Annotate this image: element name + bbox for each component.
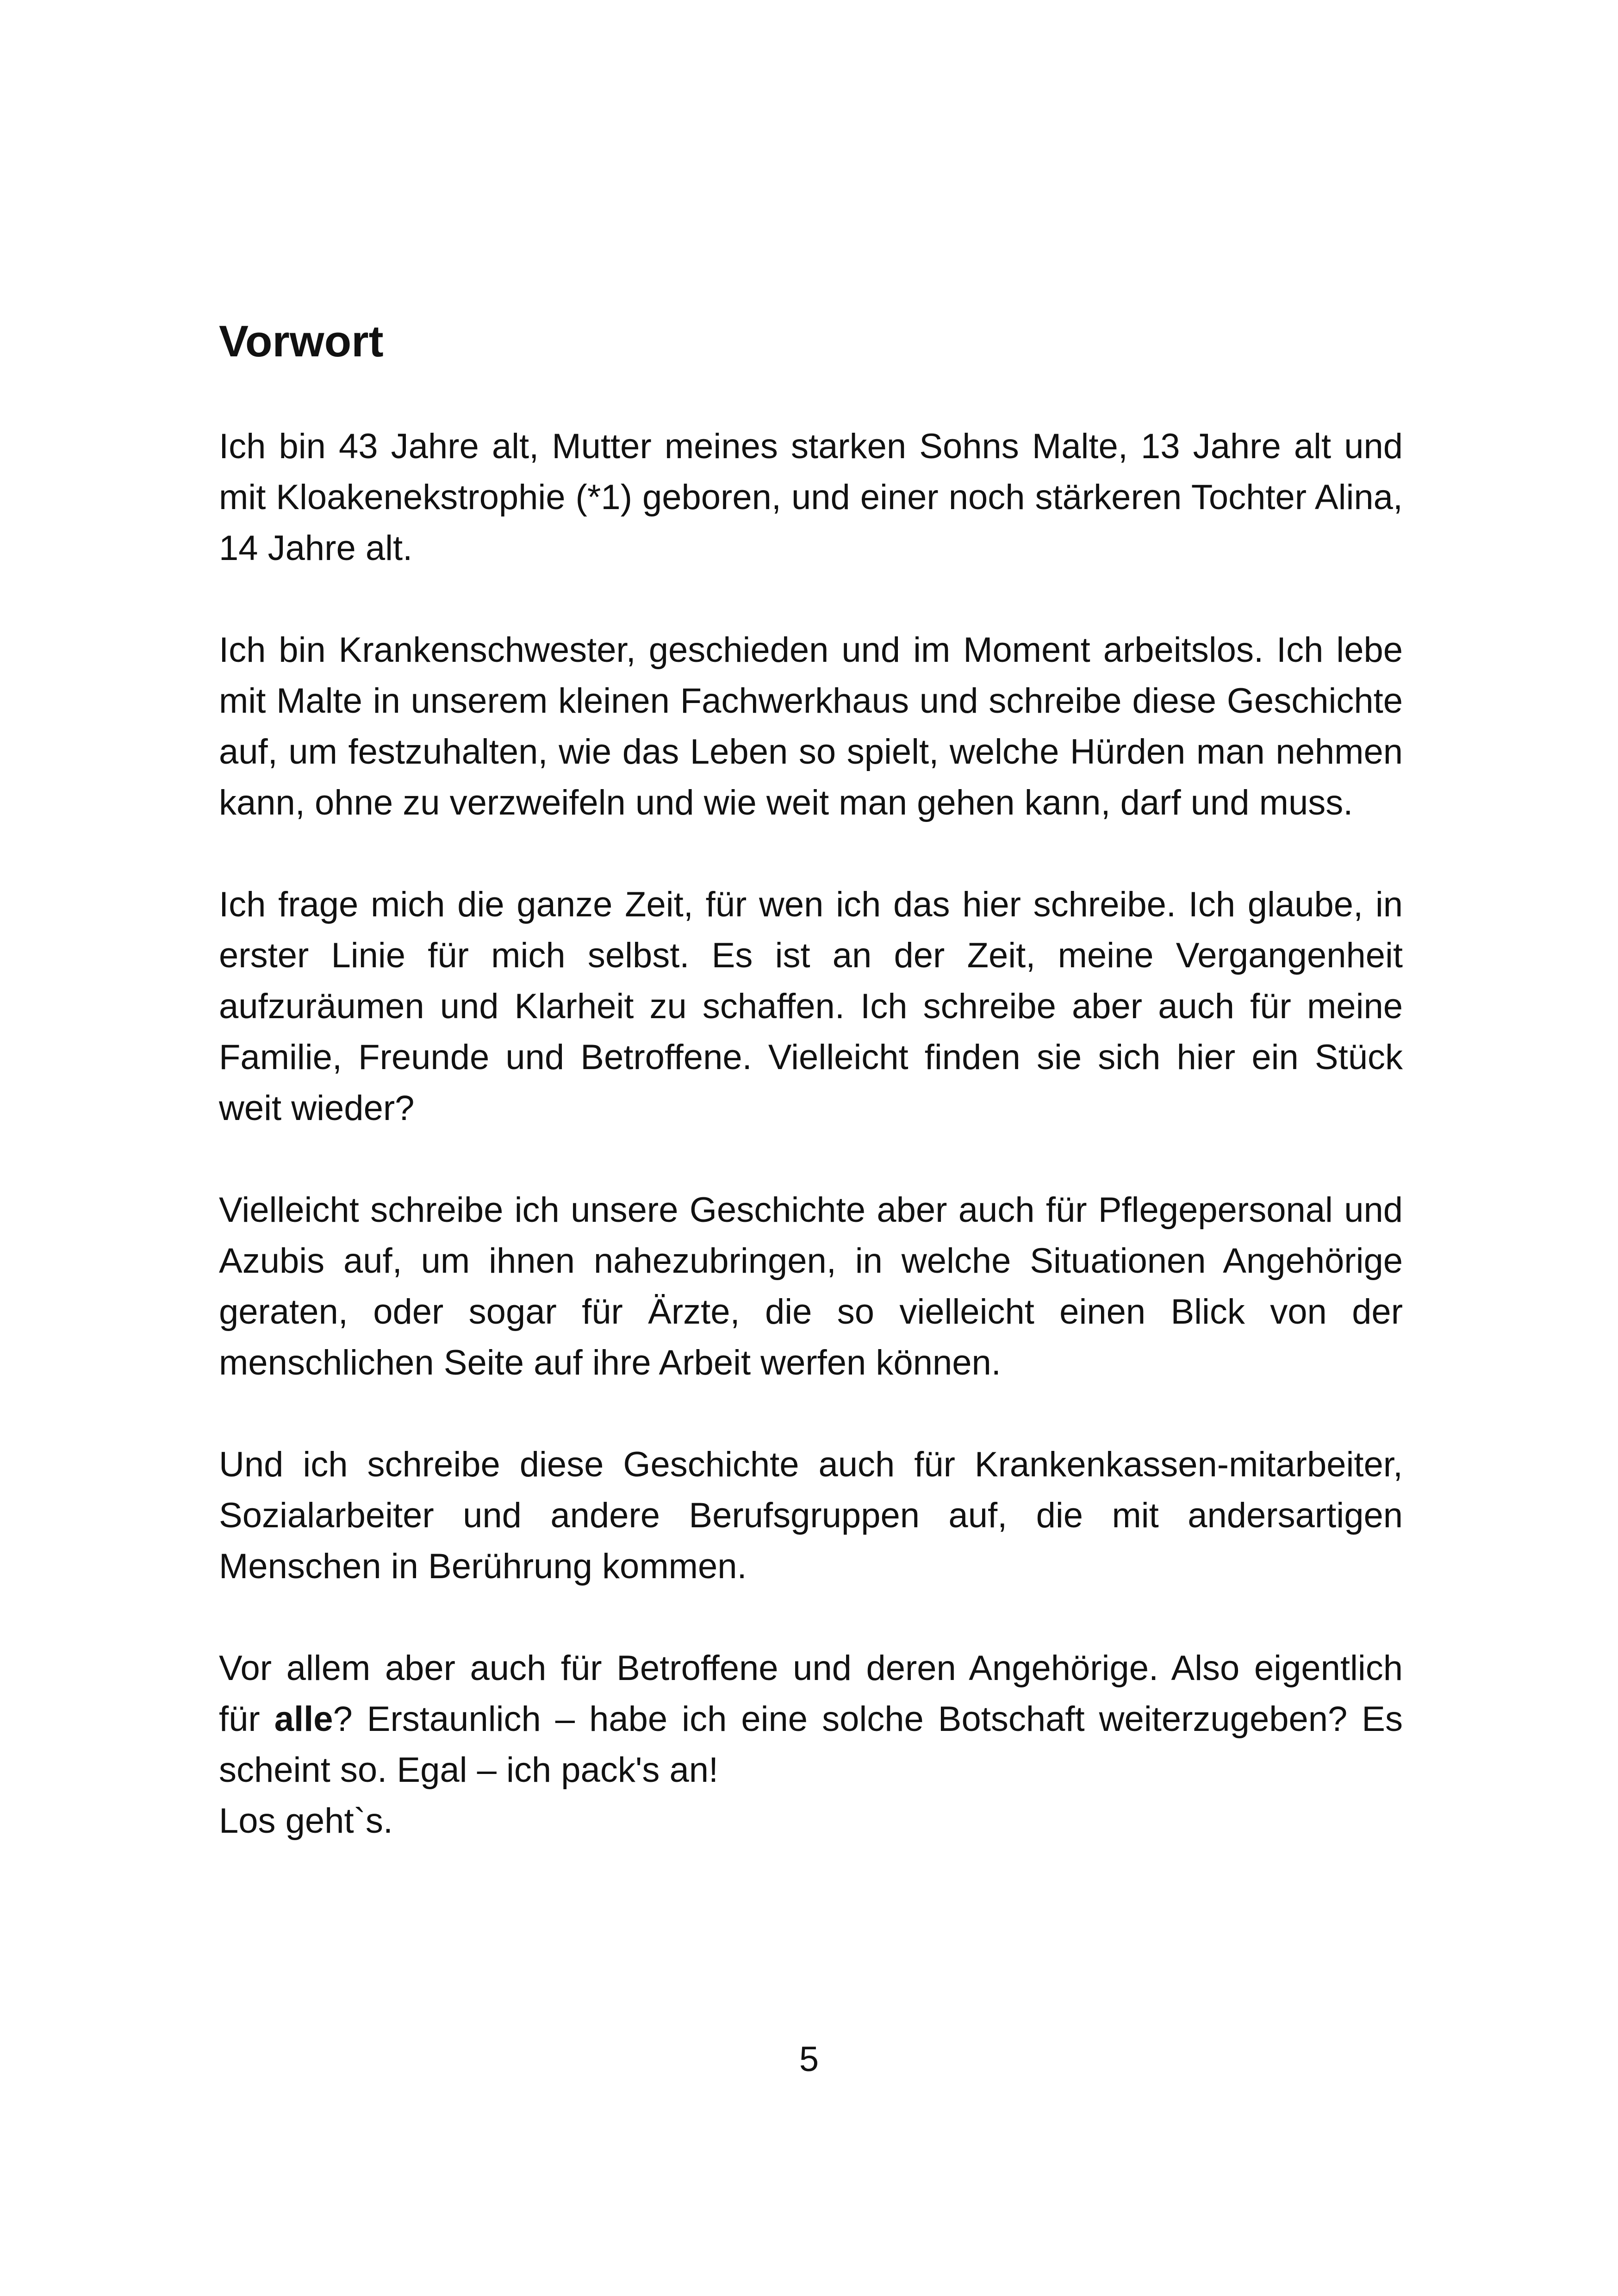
closing-line: Los geht`s.	[219, 1801, 393, 1841]
paragraph-4: Vielleicht schreibe ich unsere Geschichte aber auch für Pflegepersonal und Azubis auf, um ihnen nahezubringen, in welche Situationen Angehörige geraten, oder sogar für Ärzte, die so vielleicht einen Blick von der menschlichen Seite auf ihre Arbeit werfen können.	[219, 1190, 1403, 1383]
paragraph-6	[219, 1643, 1403, 1847]
paragraph-5: Und ich schreibe diese Geschichte auch für Krankenkassen-mitarbeiter, Sozialarbeiter und andere Berufsgruppen auf, die mit andersartigen Menschen in Berührung kommen.	[219, 1445, 1403, 1587]
chapter-heading: Vorwort	[219, 317, 384, 366]
page-number: 5	[799, 2040, 819, 2079]
page-content	[219, 315, 1403, 1847]
paragraph-6-text-after: ? Erstaunlich – habe ich eine solche Botschaft weiterzugeben? Es scheint so. Egal – ich pack's an!	[219, 1699, 1403, 1790]
paragraph-6-text-before: Vor allem aber auch für Betroffene und deren Angehörige. Also eigentlich für	[219, 1649, 1403, 1739]
paragraph-3: Ich frage mich die ganze Zeit, für wen ich das hier schreibe. Ich glaube, in erster Linie für mich selbst. Es ist an der Zeit, meine Vergangenheit aufzuräumen und Klarheit zu schaffen. Ich schreibe aber auch für meine Familie, Freunde und Betroffene. Vielleicht finden sie sich hier ein Stück weit wieder?	[219, 885, 1403, 1128]
paragraph-1: Ich bin 43 Jahre alt, Mutter meines starken Sohns Malte, 13 Jahre alt und mit Kloakenekstrophie (*1) geboren, und einer noch stärkeren Tochter Alina, 14 Jahre alt.	[219, 427, 1403, 568]
emphasized-word: alle	[274, 1699, 333, 1739]
paragraph-2: Ich bin Krankenschwester, geschieden und im Moment arbeitslos. Ich lebe mit Malte in unserem kleinen Fachwerkhaus und schreibe diese Geschichte auf, um festzuhalten, wie das Leben so spielt, welche Hürden man nehmen kann, ohne zu verzweifeln und wie weit man gehen kann, darf und muss.	[219, 630, 1403, 823]
